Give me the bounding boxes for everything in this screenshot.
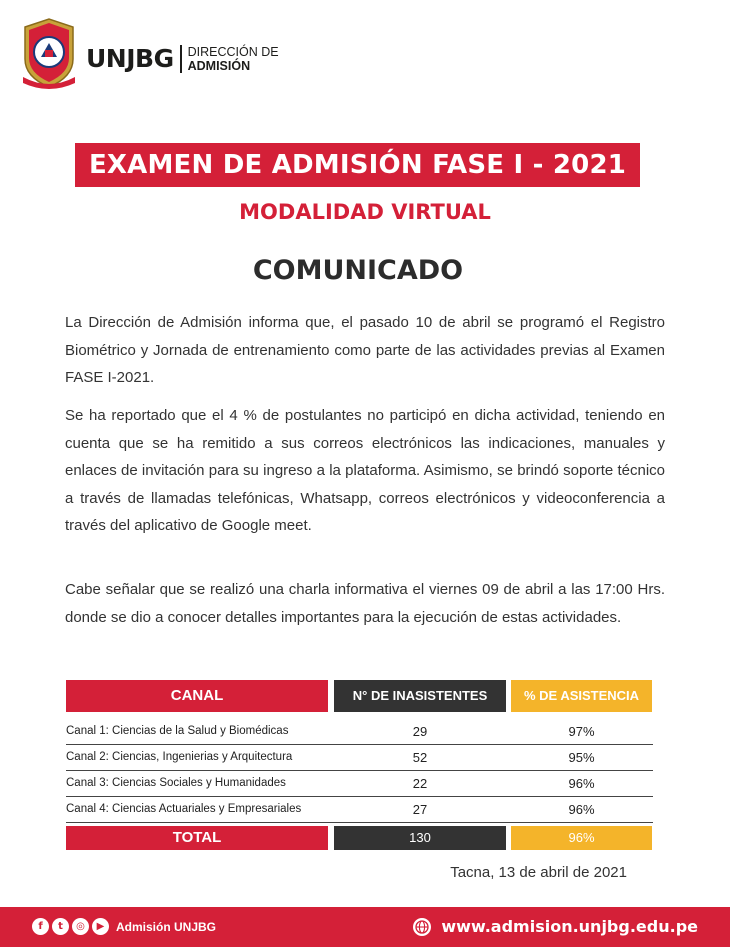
cell-canal: Canal 1: Ciencias de la Salud y Biomédicas bbox=[66, 725, 289, 737]
university-seal-logo bbox=[19, 17, 79, 89]
total-label: TOTAL bbox=[66, 826, 328, 850]
cell-canal: Canal 3: Ciencias Sociales y Humanidades bbox=[66, 777, 286, 789]
brand-name: UNJBG bbox=[86, 44, 174, 73]
cell-asistencia: 97% bbox=[568, 724, 595, 739]
social-handle[interactable]: Admisión UNJBG bbox=[116, 919, 217, 934]
twitter-icon[interactable]: t bbox=[52, 918, 69, 935]
cell-asistencia: 96% bbox=[568, 802, 595, 817]
youtube-icon[interactable]: ▶ bbox=[92, 918, 109, 935]
table-row bbox=[66, 797, 653, 823]
brand-divider bbox=[180, 45, 182, 73]
cell-inasistentes: 29 bbox=[412, 724, 428, 739]
total-inasistentes: 130 bbox=[334, 826, 506, 850]
website-link[interactable] bbox=[413, 917, 698, 936]
cell-inasistentes: 22 bbox=[412, 776, 428, 791]
brand-subtitle bbox=[188, 45, 279, 73]
website-url[interactable]: www.admision.unjbg.edu.pe bbox=[441, 917, 698, 936]
facebook-icon[interactable]: f bbox=[32, 918, 49, 935]
header-inasistentes: N° DE INASISTENTES bbox=[334, 680, 506, 712]
instagram-icon[interactable]: ◎ bbox=[72, 918, 89, 935]
cell-asistencia: 95% bbox=[568, 750, 595, 765]
title-banner: EXAMEN DE ADMISIÓN FASE I - 2021 bbox=[75, 143, 640, 187]
document-date: Tacna, 13 de abril de 2021 bbox=[450, 864, 627, 881]
paragraph-1: La Dirección de Admisión informa que, el pasado 10 de abril se programó el Registro Biométrico y Jornada de entrenamiento como parte de las actividades previas al Examen FASE I-2021. bbox=[65, 314, 665, 386]
header-asistencia: % DE ASISTENCIA bbox=[511, 680, 652, 712]
brand-block bbox=[86, 44, 279, 73]
brand-sub-line2: ADMISIÓN bbox=[187, 58, 251, 73]
subtitle: MODALIDAD VIRTUAL bbox=[239, 200, 491, 224]
cell-canal: Canal 4: Ciencias Actuariales y Empresariales bbox=[66, 803, 302, 815]
paragraph-2: Se ha reportado que el 4 % de postulantes no participó en dicha actividad, teniendo en cuenta que se ha remitido a sus correos electrónicos las indicaciones, manuales y enlaces de invitación para su ingreso a la plataforma. Asimismo, se brindó soporte técnico a través de llamadas telefónicas, Whatsapp, correos electrónicos y videoconferencia a través del aplicativo de Google meet. bbox=[65, 407, 665, 534]
page-title: COMUNICADO bbox=[252, 255, 464, 286]
table-row bbox=[66, 745, 653, 771]
table-header bbox=[66, 680, 653, 712]
table-row bbox=[66, 771, 653, 797]
paragraph-3: Cabe señalar que se realizó una charla informativa el viernes 09 de abril a las 17:00 Hrs. donde se dio a conocer detalles importantes para la ejecución de estas actividades. bbox=[65, 581, 665, 626]
cell-canal: Canal 2: Ciencias, Ingenierias y Arquitectura bbox=[66, 751, 293, 763]
brand-sub-line1: DIRECCIÓN DE bbox=[187, 44, 279, 59]
cell-inasistentes: 52 bbox=[412, 750, 428, 765]
table-total-row bbox=[66, 826, 653, 850]
footer-bar bbox=[0, 907, 730, 947]
header-canal: CANAL bbox=[66, 680, 328, 712]
attendance-table bbox=[66, 680, 653, 850]
cell-asistencia: 96% bbox=[568, 776, 595, 791]
cell-inasistentes: 27 bbox=[412, 802, 428, 817]
total-asistencia: 96% bbox=[511, 826, 652, 850]
globe-icon bbox=[413, 918, 431, 936]
social-links bbox=[32, 918, 216, 935]
table-row bbox=[66, 719, 653, 745]
